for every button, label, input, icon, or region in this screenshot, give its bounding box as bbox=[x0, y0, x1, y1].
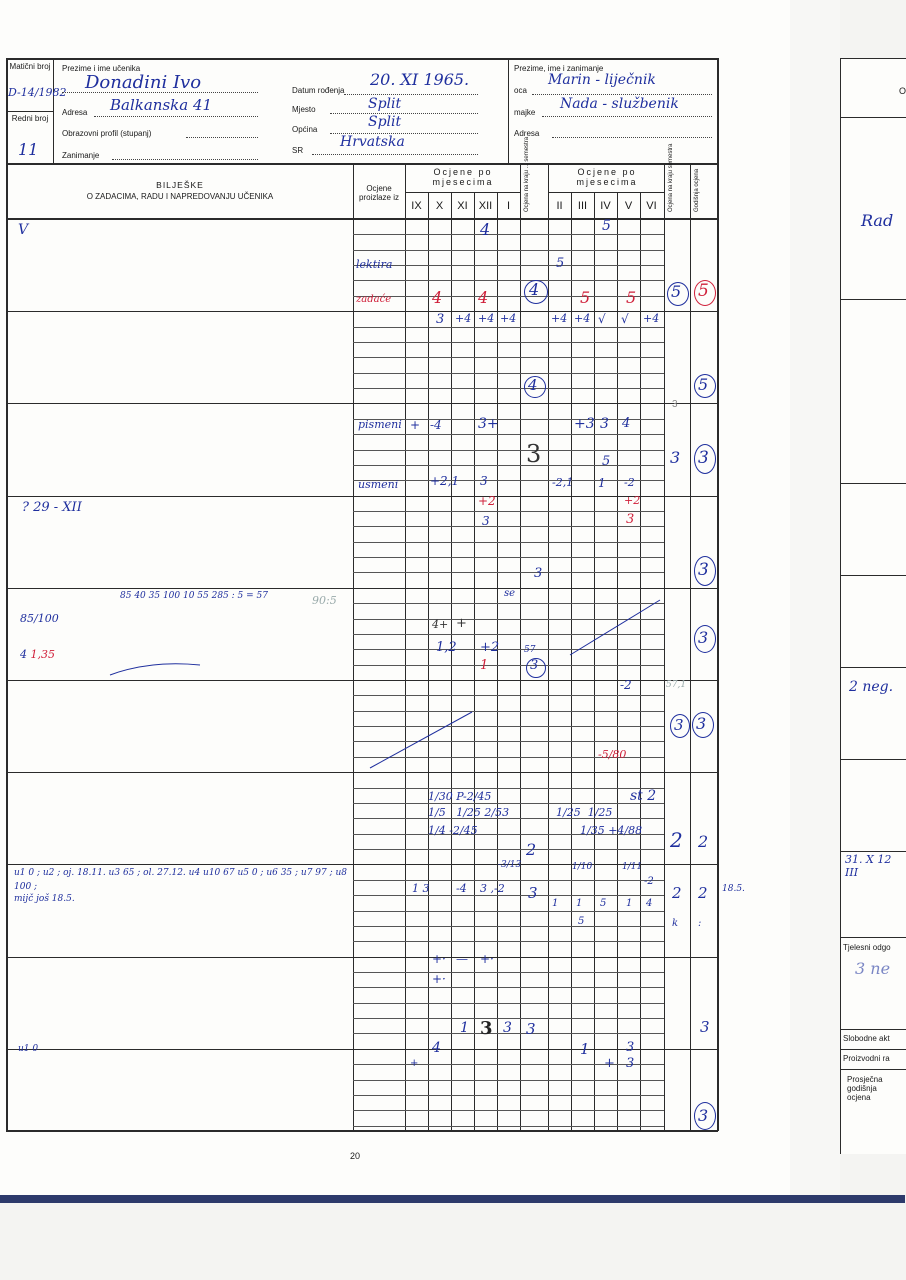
month-label: X bbox=[435, 200, 444, 212]
row10-year: 3 bbox=[698, 1106, 709, 1125]
oca-value: Marin - liječnik bbox=[548, 72, 656, 88]
right-slobodne: Slobodne akt bbox=[843, 1034, 890, 1043]
majke-value: Nada - službenik bbox=[560, 96, 679, 112]
row3-sem2: 3 bbox=[670, 448, 681, 467]
row5-note2: 90:5 bbox=[312, 594, 337, 607]
month-label: II bbox=[556, 200, 563, 212]
adresa-label: Adresa bbox=[62, 108, 88, 117]
row6-sem2: 3 bbox=[674, 716, 684, 734]
month-label: VI bbox=[646, 200, 657, 212]
right-date: 31. X 12 III bbox=[845, 853, 892, 879]
sr-label: SR bbox=[292, 146, 304, 155]
oca-label: oca bbox=[514, 86, 527, 95]
row6-year: 3 bbox=[696, 714, 707, 733]
mjesecima-2: mjesecima bbox=[576, 177, 638, 187]
right-tj-value: 3 ne bbox=[855, 959, 891, 978]
right-neg: 2 neg. bbox=[849, 679, 894, 695]
month-label: IV bbox=[600, 200, 611, 212]
row1-note: V bbox=[18, 222, 29, 238]
row7-year: 2 bbox=[698, 832, 709, 851]
row4-year: 3 bbox=[698, 560, 709, 580]
row1-year: 5 bbox=[698, 281, 709, 301]
row4-note: ? 29 - XII bbox=[22, 500, 82, 515]
ocjene-iz-label: Ocjene proizlaze iz bbox=[358, 184, 399, 202]
redni-broj-label: Redni broj bbox=[11, 114, 49, 123]
biljeske-title: BILJEŠKE bbox=[156, 180, 204, 190]
right-prosjecna: Prosječna godišnja ocjena bbox=[847, 1075, 883, 1102]
row5-note: 85 40 35 100 10 55 285 : 5 = 57 bbox=[120, 591, 268, 601]
row4-sem1: 3 bbox=[534, 566, 543, 581]
godisnja-label: Godišnja ocjena bbox=[694, 168, 700, 212]
zanimanje-label: Zanimanje bbox=[62, 151, 100, 160]
row2-year: 5 bbox=[698, 375, 709, 394]
ocjene-po-1: Ocjene po bbox=[433, 167, 493, 177]
row8-note: u1 0 ; u2 ; oj. 18.11. u3 65 ; ol. 27.12. u4 u10 67 u5 0 ; u6 35 ; u7 97 ; u8 100 ; bbox=[14, 868, 348, 892]
ocjene-po-2: Ocjene po bbox=[577, 167, 637, 177]
page-gutter bbox=[790, 0, 840, 1195]
right-rad: Rad bbox=[861, 211, 894, 230]
mjesecima-1: mjesecima bbox=[432, 177, 494, 187]
profil-label: Obrazovni profil (stupanj) bbox=[62, 129, 152, 138]
row8-year: 2 bbox=[698, 884, 708, 902]
row10-note: u1 0 bbox=[18, 1044, 39, 1054]
report-page-left: Matični broj D-14/1982 Redni broj 11 Prezime i ime učenika Donadini Ivo Adresa Balkanska 41 Obrazovni profil (stupanj) Zanimanje Datum rođenja 20. XI 1965. Mjesto Split Općina Split SR Hrvatska Prezime, ime i zanimanje oca Marin - liječnik majke Nada - službenik Adresa BILJEŠKE O ZADACIMA, RADU I NAPREDOVANJU UČENIKA Ocjene proizlaze iz Ocjene po mjesecima Ocjene po mjesecima Ocjena na kraju ... semestra Ocjena na kraju semestra Godišnja ocjena IX X XI XII I II III IV V VI V lektira zadaće 4 5 5 4 4 5 5 4 5 5 3 +4 +4 +4 +4 +4 √ √ +4 4 5 pismeni usmeni + -4 3+ +3 3 4 5 3 3 3 3 +2,1 3 -2,1 1 -2 ? 29 - XII +2 3 +2 3 3 3 85 40 35 100 10 55 285 : 5 = 57 90:5 85/100 4 1,35 4+ + 1,2 +2 1 se 57 3 3 -2 57,1 -5/80 3 3 1/30 P-2/45 1/5 1/25 2/53 1/4 -2/45 1/25 1/25 1/35 +4/88 st 2 2 2 2 u1 0 ; u2 ; oj. 18.11. u3 65 ; ol. 27.12. u4 u10 67 u5 0 ; u6 35 ; u7 97 ; u8 100 ; mijč još 18.5. -3/13 1/10 1/11 1 3 -4 3 ,-2 -2 1 1 5 1 4 5 3 2 2 18.5. k : +· — +· +· 1 3 3 3 3 u1 0 4 + 1 3 + 3 3 20 bbox=[0, 0, 790, 1195]
row3-sem1: 3 bbox=[526, 440, 542, 468]
right-proizvodni: Proizvodni ra bbox=[843, 1054, 890, 1063]
redni-broj-value: 11 bbox=[18, 140, 39, 159]
row9-sem1: 3 bbox=[526, 1020, 536, 1038]
mjesto-label: Mjesto bbox=[292, 105, 316, 114]
majke-label: majke bbox=[514, 108, 536, 117]
opcina-value: Split bbox=[368, 114, 402, 130]
row3-year: 3 bbox=[698, 448, 709, 468]
datum-label: Datum rođenja bbox=[292, 86, 345, 95]
month-label: I bbox=[506, 200, 511, 212]
month-label: XI bbox=[457, 200, 468, 212]
row9-year: 3 bbox=[700, 1018, 710, 1036]
sr-value: Hrvatska bbox=[340, 134, 405, 150]
row3-from-pismeni: pismeni bbox=[358, 418, 402, 431]
row7-sem2: 2 bbox=[670, 828, 683, 852]
prezime-label: Prezime i ime učenika bbox=[62, 64, 141, 73]
month-label: V bbox=[624, 200, 633, 212]
biljeske-subtitle: O ZADACIMA, RADU I NAPREDOVANJU UČENIKA bbox=[86, 192, 274, 201]
kraj-semestra2-label: Ocjena na kraju semestra bbox=[668, 143, 674, 212]
month-label: IX bbox=[411, 200, 422, 212]
book-edge bbox=[0, 1195, 905, 1203]
row2-sem1: 4 bbox=[528, 376, 538, 394]
mjesto-value: Split bbox=[368, 96, 402, 112]
row5-sem1: 3 bbox=[530, 658, 539, 673]
row3-from-usmeni: usmeni bbox=[358, 478, 399, 491]
month-label: XII bbox=[478, 200, 493, 212]
page-number: 20 bbox=[349, 1151, 360, 1161]
row8-extra: 18.5. bbox=[722, 884, 745, 894]
datum-value: 20. XI 1965. bbox=[370, 70, 470, 89]
report-page-right bbox=[840, 58, 906, 1154]
row8-sem2: 2 bbox=[672, 884, 682, 902]
adresa-value: Balkanska 41 bbox=[110, 96, 213, 114]
maticni-broj-label: Matični broj bbox=[9, 62, 51, 71]
kraj-semestra-label: Ocjena na kraju ... semestra bbox=[524, 136, 530, 212]
right-tjelesni: Tjelesni odgo bbox=[843, 943, 891, 952]
row1-from-zadace: zadaće bbox=[356, 294, 392, 305]
roditelji-label: Prezime, ime i zanimanje bbox=[514, 64, 604, 73]
month-label: III bbox=[577, 200, 588, 212]
row8-sem1: 3 bbox=[528, 884, 538, 902]
row5-year: 3 bbox=[698, 628, 709, 647]
prezime-value: Donadini Ivo bbox=[85, 72, 202, 93]
maticni-broj-value: D-14/1982 bbox=[8, 86, 67, 99]
row7-sem1: 2 bbox=[526, 840, 537, 859]
row1-sem2: 5 bbox=[671, 282, 682, 301]
opcina-label: Općina bbox=[292, 125, 318, 134]
row1-sem1: 4 bbox=[529, 280, 540, 299]
right-o-label: O bbox=[899, 86, 906, 96]
row1-from-lektira: lektira bbox=[356, 258, 393, 271]
adresa2-label: Adresa bbox=[514, 129, 540, 138]
